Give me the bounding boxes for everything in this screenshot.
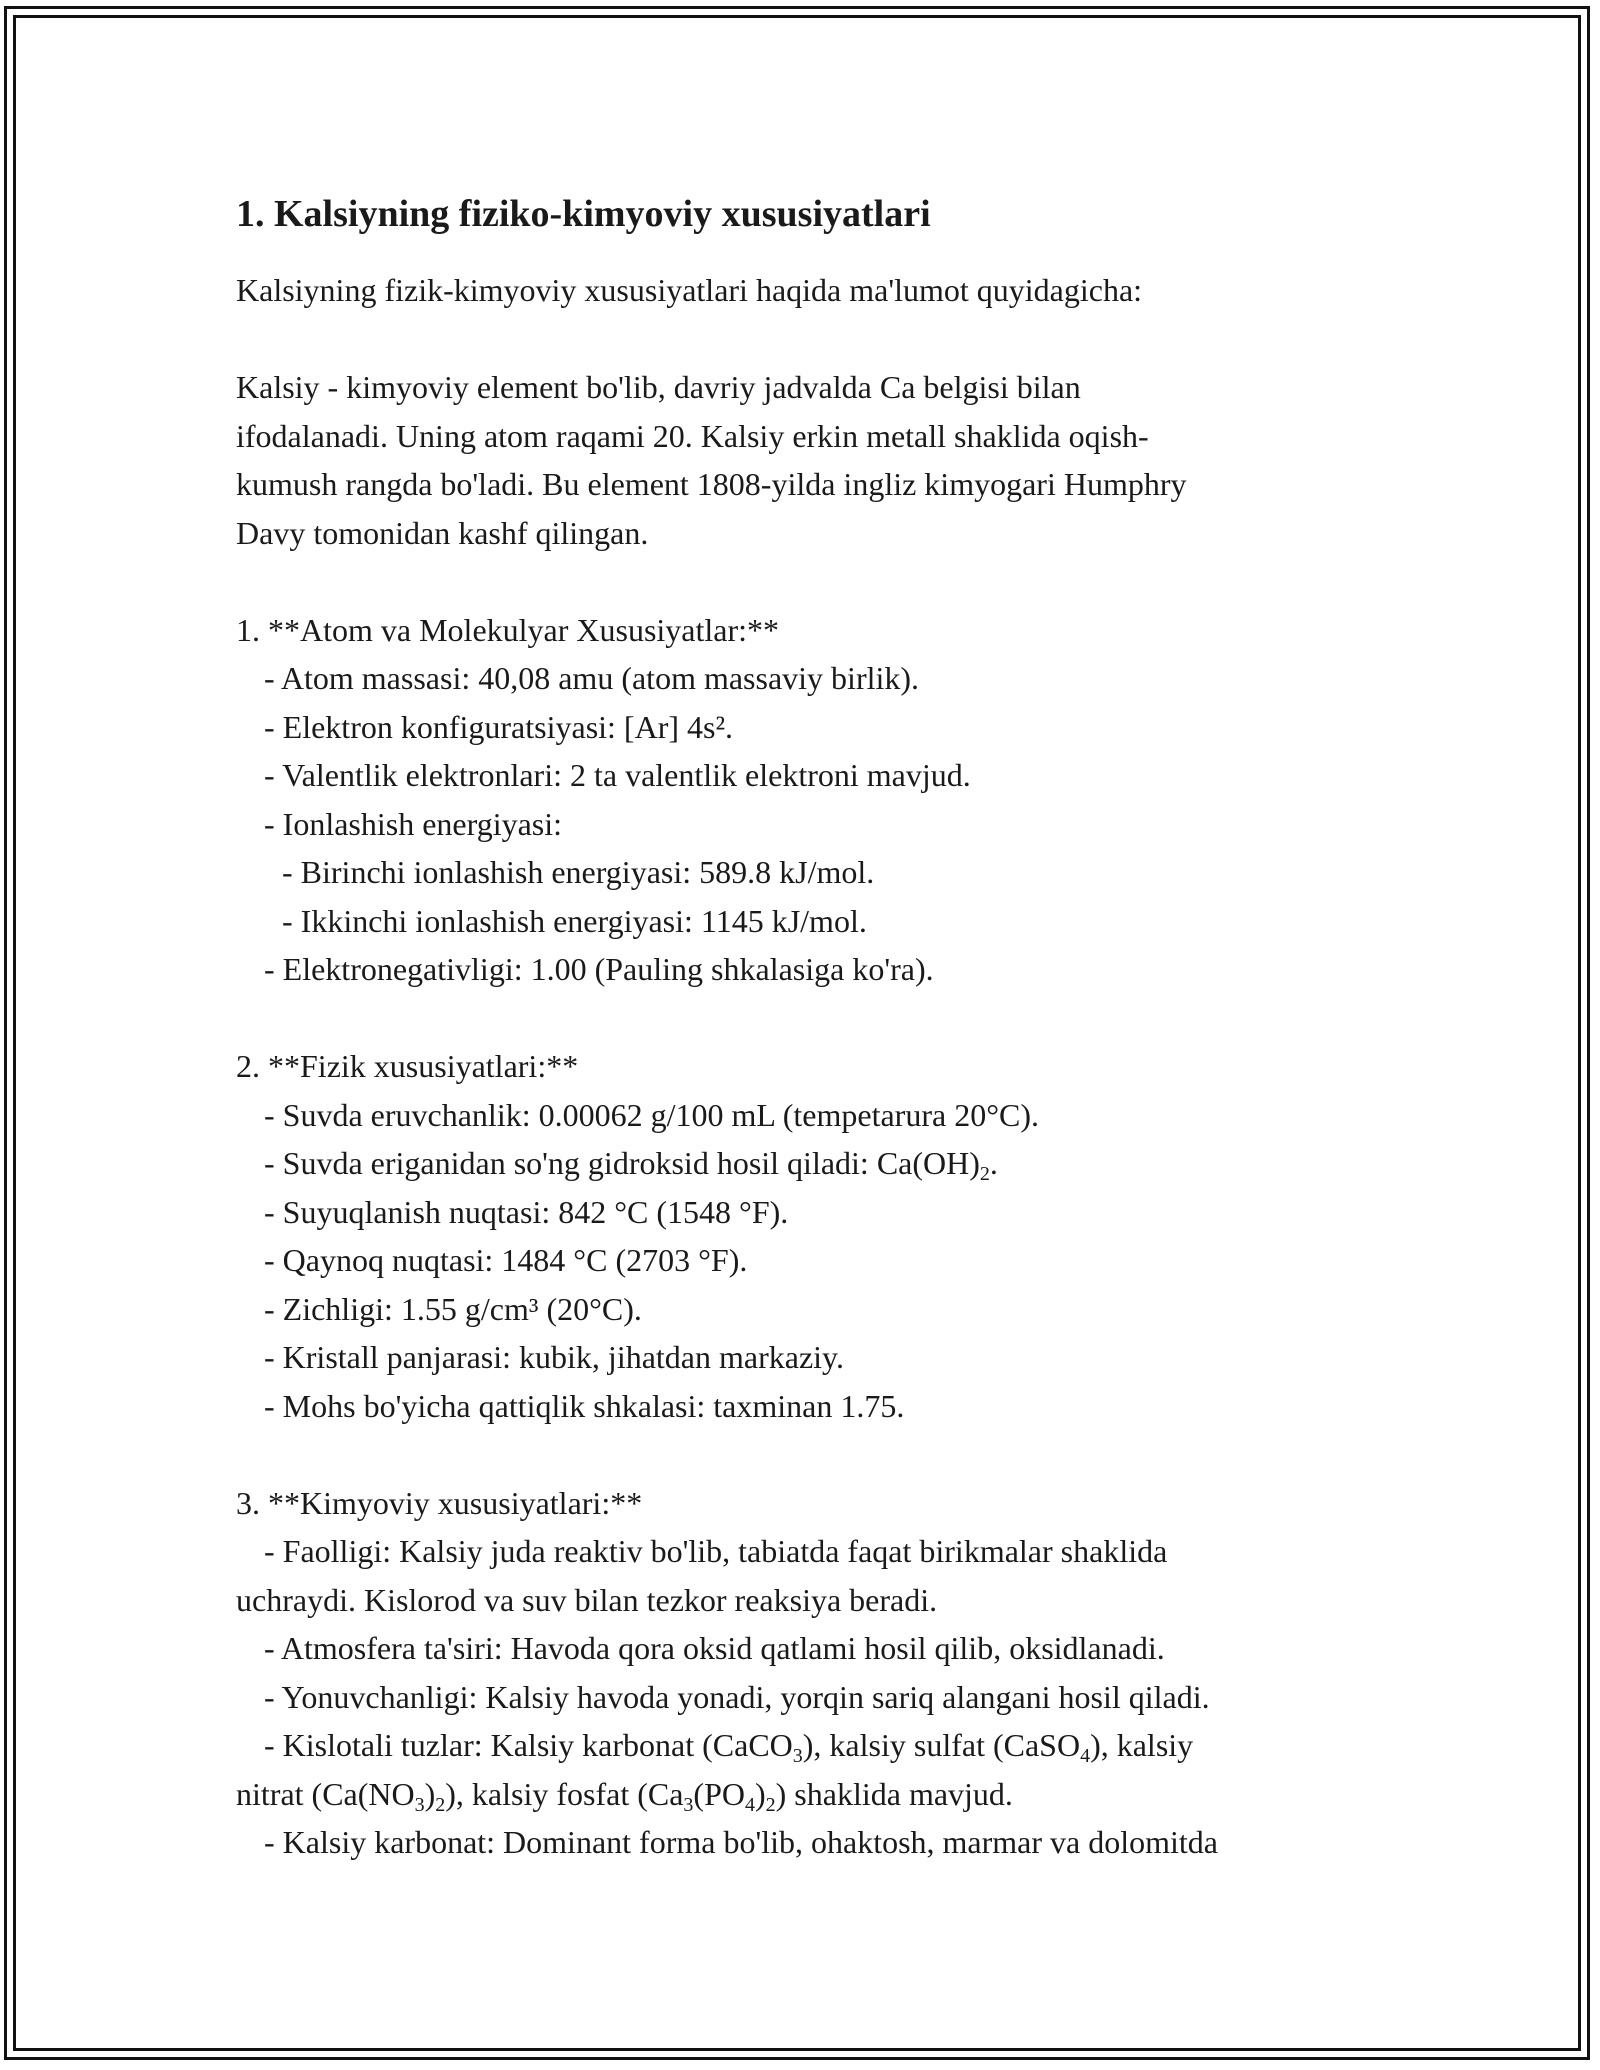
item-text: ), kalsiy (1090, 1727, 1194, 1763)
subscript: 2 (765, 1793, 776, 1816)
para-line-2: ifodalanadi. Uning atom raqami 20. Kalsiy erkin metall shaklida oqish- (236, 417, 1149, 454)
item-text: ), kalsiy fosfat (Ca (445, 1775, 684, 1812)
list-item: - Qaynoq nuqtasi: 1484 °C (2703 °F). (264, 1242, 748, 1278)
section-heading: 1. Kalsiyning fiziko-kimyoviy xususiyatlari (236, 193, 931, 235)
list-item: - Faolligi: Kalsiy juda reaktiv bo'lib, tabiatda faqat birikmalar shaklida (264, 1533, 1168, 1569)
list-item-continuation (236, 1770, 1396, 1819)
section-1-title: 1. **Atom va Molekulyar Xususiyatlar:** (236, 611, 780, 648)
list-item: - Kalsiy karbonat: Dominant forma bo'lib, ohaktosh, marmar va dolomitda (264, 1824, 1218, 1860)
subscript: 3 (683, 1793, 694, 1816)
para-line-4: Davy tomonidan kashf qilingan. (236, 514, 649, 551)
list-item: - Suvda eruvchanlik: 0.00062 g/100 mL (tempetarura 20°C). (264, 1096, 1039, 1133)
list-item: - Elektronegativligi: 1.00 (Pauling shkalasiga ko'ra). (264, 951, 934, 987)
subscript: 3 (792, 1745, 803, 1767)
subscript: 4 (1080, 1745, 1091, 1767)
item-text: - Suvda eriganidan so'ng gidroksid hosil qiladi: Ca(OH) (264, 1145, 980, 1181)
para-line-1: Kalsiy - kimyoviy element bo'lib, davriy jadvalda Ca belgisi bilan (236, 369, 1081, 405)
list-item (236, 1139, 1396, 1188)
list-item: - Atmosfera ta'siri: Havoda qora oksid qatlami hosil qilib, oksidlanadi. (264, 1630, 1165, 1666)
document-body (236, 184, 1396, 1867)
subscript: 3 (414, 1793, 425, 1816)
subscript: 4 (744, 1793, 755, 1816)
item-text: ) shaklida mavjud. (775, 1775, 1013, 1812)
list-item: - Yonuvchanligi: Kalsiy havoda yonadi, yorqin sariq alangani hosil qiladi. (264, 1678, 1210, 1715)
item-text: ) (754, 1775, 766, 1812)
sub-list-item: - Birinchi ionlashish energiyasi: 589.8 kJ/mol. (282, 854, 875, 890)
item-text: . (989, 1145, 998, 1181)
subscript: 2 (435, 1793, 446, 1816)
item-text: - Kislotali tuzlar: Kalsiy karbonat (CaCO (264, 1727, 793, 1763)
list-item: - Valentlik elektronlari: 2 ta valentlik elektroni mavjud. (264, 757, 971, 793)
para-line-3: kumush rangda bo'ladi. Bu element 1808-yilda ingliz kimyogari Humphry (236, 466, 1187, 502)
intro-text: Kalsiyning fizik-kimyoviy xususiyatlari haqida ma'lumot quyidagicha: (236, 272, 1143, 308)
subscript: 2 (979, 1163, 990, 1185)
item-text: (PO (693, 1775, 745, 1812)
list-item: - Elektron konfiguratsiyasi: [Ar] 4s². (264, 708, 734, 745)
list-item: - Mohs bo'yicha qattiqlik shkalasi: taxminan 1.75. (264, 1387, 905, 1424)
sub-list-item: - Ikkinchi ionlashish energiyasi: 1145 kJ/mol. (282, 902, 867, 939)
list-item (236, 1721, 1396, 1770)
list-item: - Atom massasi: 40,08 amu (atom massaviy birlik). (264, 660, 920, 696)
section-2-title: 2. **Fizik xususiyatlari:** (236, 1048, 579, 1084)
item-text: nitrat (Ca(NO (236, 1775, 415, 1812)
list-item: - Zichligi: 1.55 g/cm³ (20°C). (264, 1290, 642, 1327)
list-item: - Kristall panjarasi: kubik, jihatdan markaziy. (264, 1339, 844, 1375)
item-text: ) (424, 1775, 436, 1812)
section-3-title: 3. **Kimyoviy xususiyatlari:** (236, 1484, 643, 1521)
list-item-continuation: uchraydi. Kislorod va suv bilan tezkor reaksiya beradi. (236, 1581, 938, 1618)
list-item: - Ionlashish energiyasi: (264, 805, 563, 842)
item-text: ), kalsiy sulfat (CaSO (802, 1727, 1081, 1763)
list-item: - Suyuqlanish nuqtasi: 842 °C (1548 °F). (264, 1193, 789, 1230)
